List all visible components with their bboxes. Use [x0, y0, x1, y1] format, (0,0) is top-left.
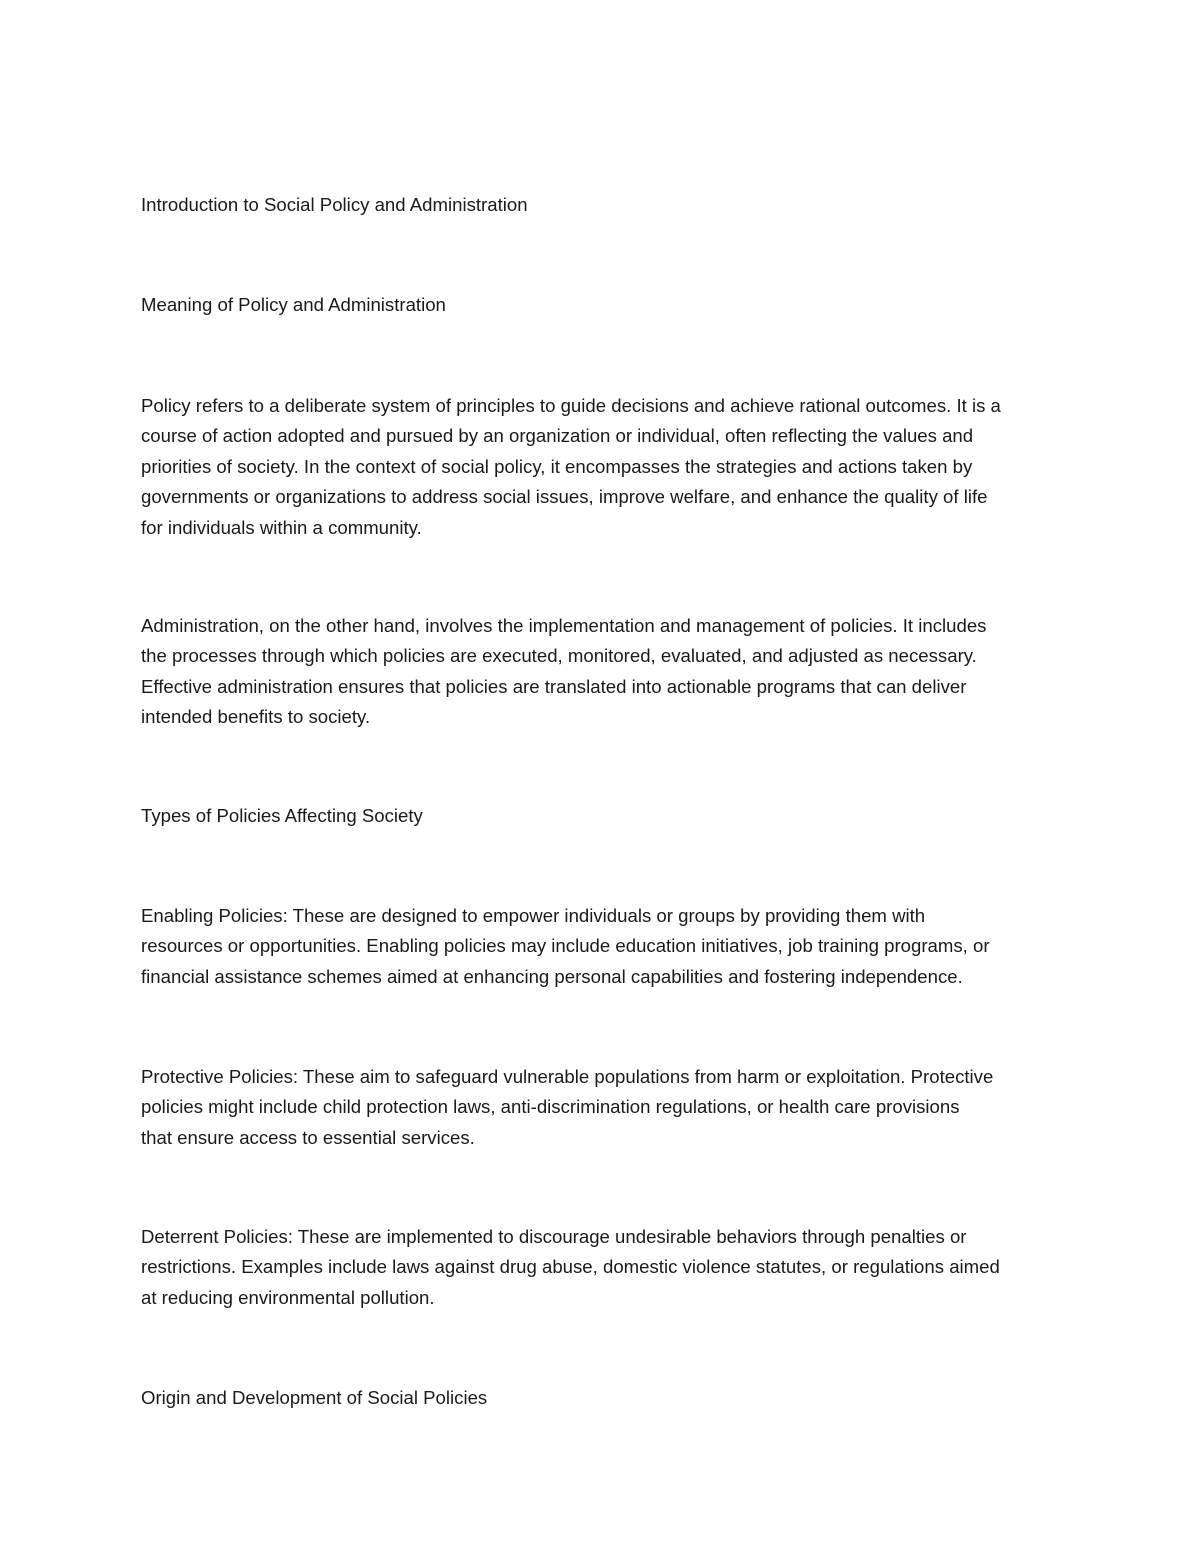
paragraph-line: Protective Policies: These aim to safeguard vulnerable populations from harm or exploitation. Protective — [141, 1066, 994, 1087]
paragraph-deterrent — [141, 1222, 1071, 1313]
paragraph-line: for individuals within a community. — [141, 516, 422, 538]
paragraph-line: policies might include child protection laws, anti-discrimination regulations, or health care provisions — [141, 1096, 960, 1118]
paragraph-line: Policy refers to a deliberate system of principles to guide decisions and achieve rational outcomes. It is a — [141, 395, 1001, 416]
paragraph-line: Administration, on the other hand, involves the implementation and management of policies. It includes — [141, 615, 987, 636]
paragraph-line: Deterrent Policies: These are implemented to discourage undesirable behaviors through penalties or — [141, 1226, 967, 1247]
paragraph-line: at reducing environmental pollution. — [141, 1286, 435, 1308]
section-heading-origin: Origin and Development of Social Policies — [141, 1387, 488, 1408]
paragraph-administration — [141, 611, 1071, 733]
paragraph-line: restrictions. Examples include laws against drug abuse, domestic violence statutes, or regulations aimed — [141, 1256, 1000, 1278]
paragraph-line: Effective administration ensures that policies are translated into actionable programs that can deliver — [141, 675, 967, 697]
paragraph-enabling — [141, 901, 1071, 992]
paragraph-line: the processes through which policies are executed, monitored, evaluated, and adjusted as necessary. — [141, 645, 977, 667]
paragraph-line: that ensure access to essential services. — [141, 1126, 475, 1148]
section-heading-meaning: Meaning of Policy and Administration — [141, 294, 446, 315]
paragraph-line: course of action adopted and pursued by an organization or individual, often reflecting the values and — [141, 425, 974, 447]
paragraph-line: resources or opportunities. Enabling policies may include education initiatives, job training programs, or — [141, 935, 990, 957]
paragraph-policy — [141, 391, 1071, 543]
paragraph-line: financial assistance schemes aimed at enhancing personal capabilities and fostering independence. — [141, 965, 963, 987]
section-heading-types: Types of Policies Affecting Society — [141, 805, 423, 826]
paragraph-protective — [141, 1062, 1071, 1153]
paragraph-line: priorities of society. In the context of social policy, it encompasses the strategies and actions taken by — [141, 455, 973, 477]
paragraph-line: Enabling Policies: These are designed to empower individuals or groups by providing them with — [141, 905, 926, 926]
paragraph-line: intended benefits to society. — [141, 706, 371, 728]
paragraph-line: governments or organizations to address social issues, improve welfare, and enhance the quality of life — [141, 486, 988, 508]
document-title: Introduction to Social Policy and Administration — [141, 194, 528, 215]
